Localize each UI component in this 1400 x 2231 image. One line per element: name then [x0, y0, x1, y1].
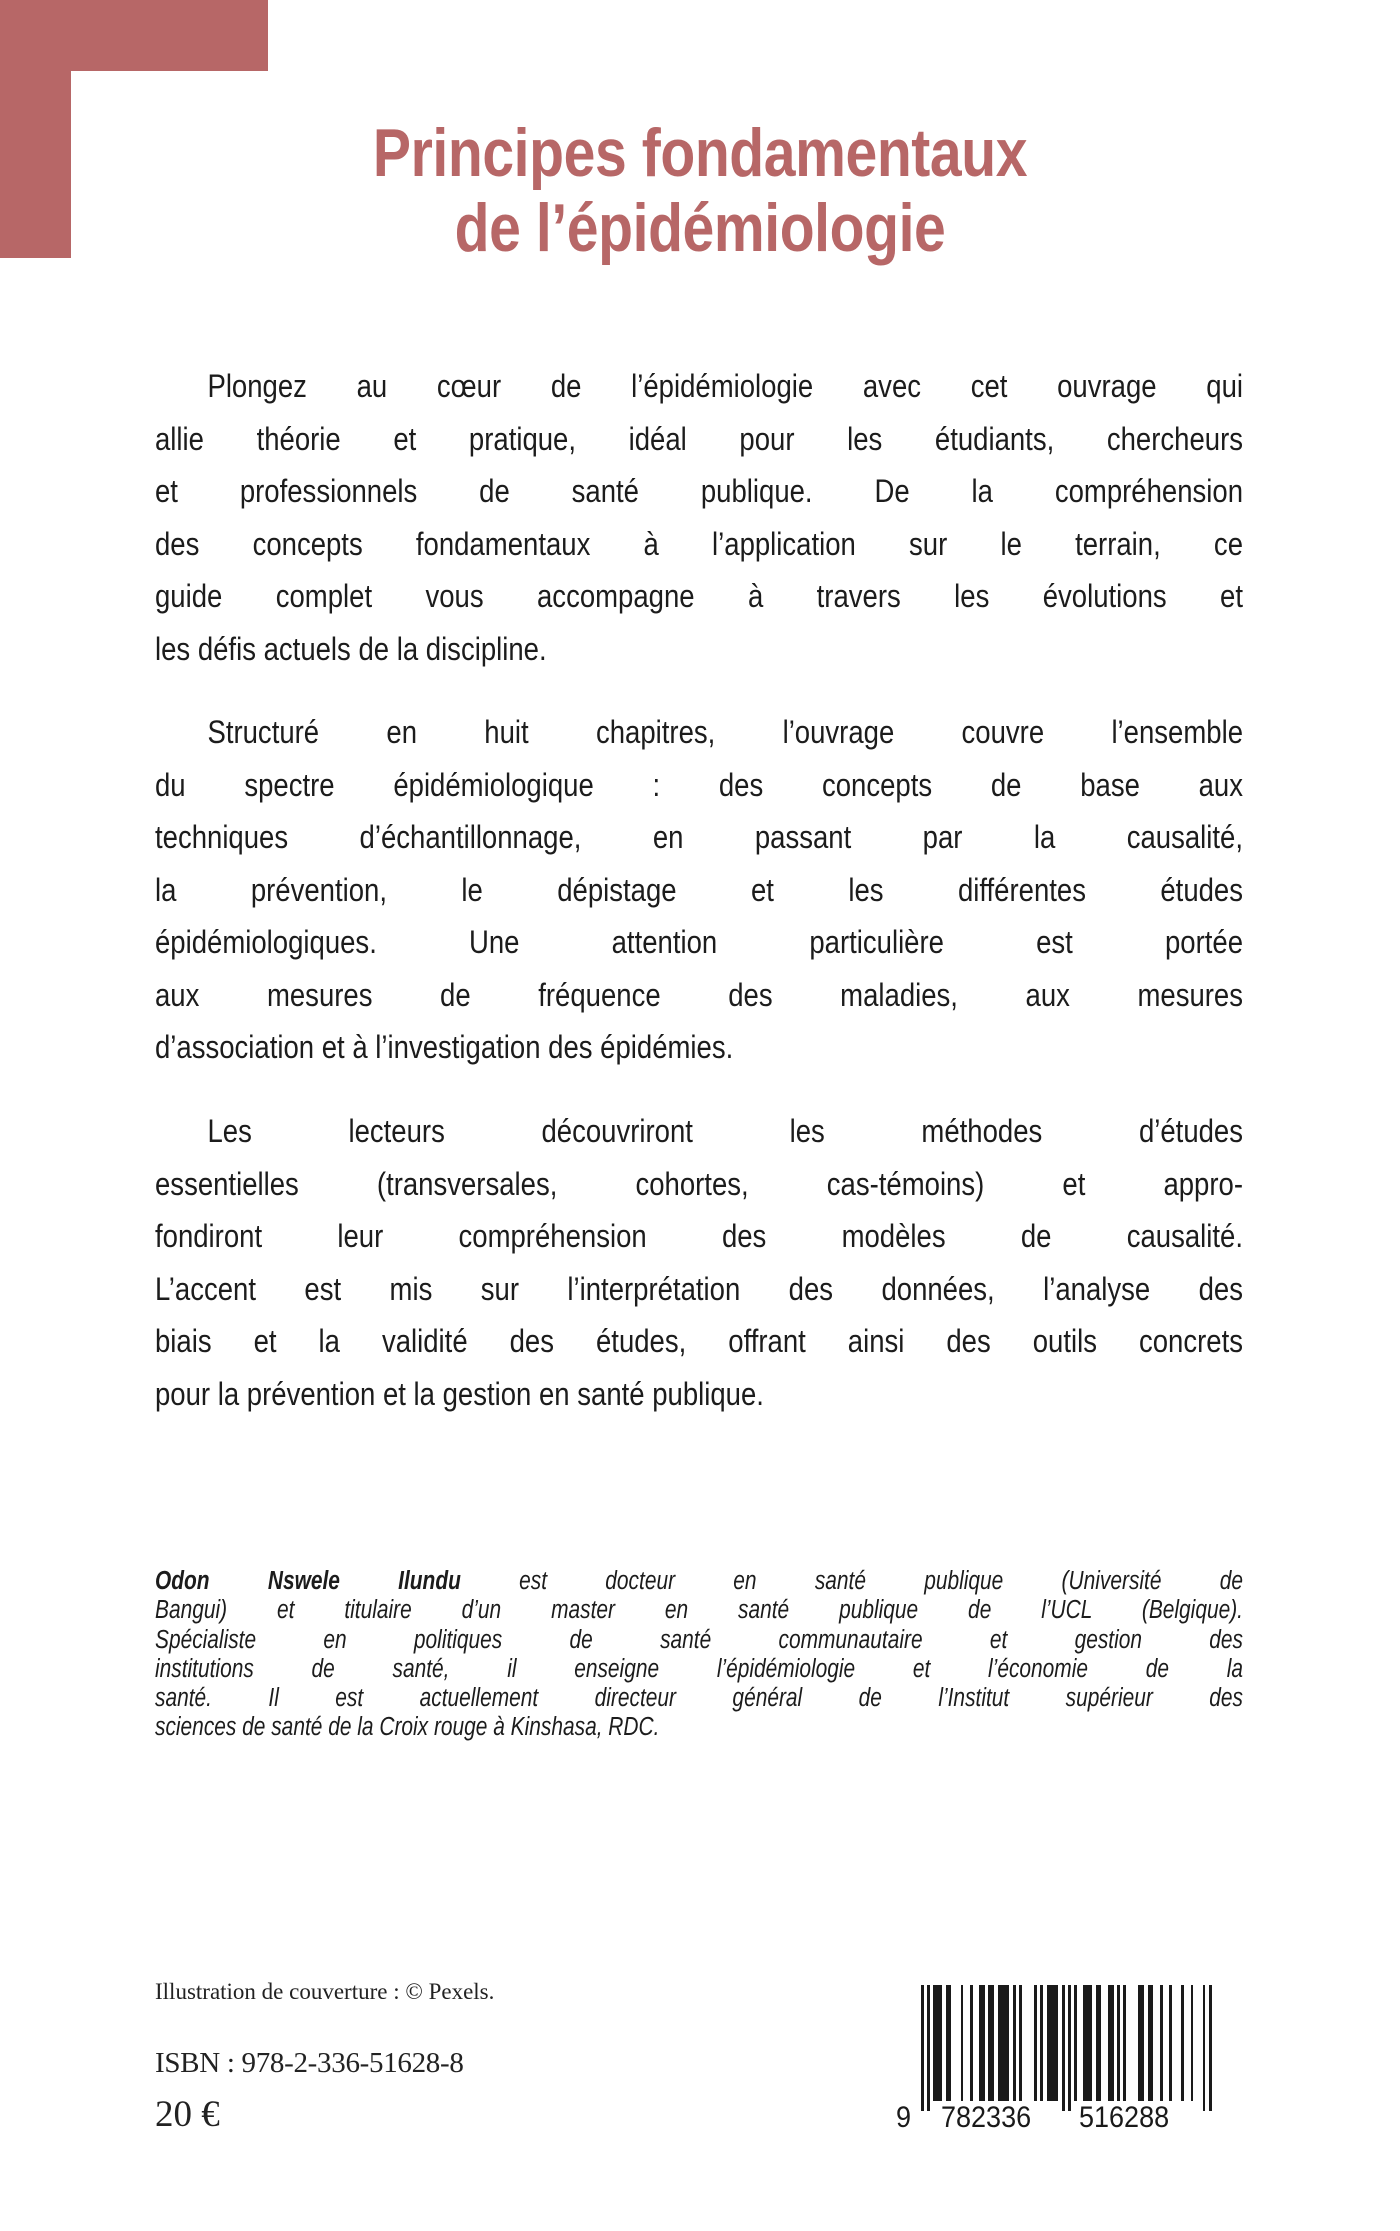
barcode-digit-group-3: 516288 — [1079, 2101, 1170, 2134]
text-line: Plongez au cœur de l’épidémiologie avec cet ouvrage qui — [207, 368, 1243, 404]
barcode-bar — [1013, 1985, 1016, 2101]
barcode-bar — [1047, 1985, 1059, 2101]
barcode-bar — [933, 1985, 942, 2101]
text-line: allie théorie et pratique, idéal pour les étudiants, chercheurs — [155, 420, 1243, 457]
text-line: fondiront leur compréhension des modèles de causalité. — [155, 1218, 1243, 1254]
text-line: techniques d’échantillonnage, en passant par la causalité, — [155, 819, 1243, 855]
bio-line: institutions de santé, il enseigne l’épidémiologie et l’économie de la — [155, 1654, 1243, 1683]
barcode-digits — [0, 2102, 1400, 2134]
title-line-1: Principes fondamentaux — [372, 115, 1028, 191]
isbn: ISBN : 978-2-336-51628-8 — [155, 2047, 464, 2079]
barcode-bar — [970, 1985, 973, 2101]
barcode-guard-bar — [1209, 1985, 1212, 2111]
barcode-bar — [1034, 1985, 1037, 2101]
barcode-guard-bar — [1062, 1985, 1065, 2111]
text-line: et professionnels de santé publique. De la compréhension — [155, 473, 1243, 509]
text-line: guide complet vous accompagne à travers les évolutions et — [155, 578, 1243, 614]
text-line: L’accent est mis sur l’interprétation des données, l’analyse des — [155, 1270, 1243, 1307]
barcode-digit-group-1: 9 — [896, 2101, 912, 2134]
barcode-bar — [988, 1985, 994, 2101]
bio-line — [155, 1567, 1243, 1596]
barcode-bar — [1138, 1985, 1144, 2101]
barcode-bar — [1040, 1985, 1043, 2101]
text-line: Les lecteurs découvriront les méthodes d’études — [207, 1113, 1243, 1149]
barcode-bar — [1117, 1985, 1120, 2101]
barcode-bar — [998, 1985, 1010, 2101]
text-line: d’association et à l’investigation des épidémies. — [155, 1029, 734, 1065]
author-name: Odon Nswele Ilundu — [155, 1567, 461, 1595]
barcode-bar — [1160, 1985, 1163, 2101]
barcode-bar — [1019, 1985, 1022, 2101]
barcode-guard-bar — [927, 1985, 930, 2111]
barcode-bar — [1083, 1985, 1092, 2101]
bio-text: est docteur en santé publique (Université de — [460, 1567, 1244, 1595]
text-line: aux mesures de fréquence des maladies, aux mesures — [155, 976, 1243, 1013]
bio-line: santé. Il est actuellement directeur général de l’Institut supérieur des — [155, 1684, 1243, 1713]
text-line: épidémiologiques. Une attention particulière est portée — [155, 924, 1243, 960]
barcode-guard-bar — [1068, 1985, 1071, 2111]
text-line: les défis actuels de la discipline. — [155, 630, 547, 667]
text-line: pour la prévention et la gestion en santé publique. — [155, 1375, 764, 1412]
ean13-barcode — [921, 1985, 1212, 2111]
bio-line: sciences de santé de la Croix rouge à Kinshasa, RDC. — [155, 1713, 660, 1742]
text-line: biais et la validité des études, offrant ainsi des outils concrets — [155, 1323, 1243, 1359]
blurb-paragraph-3 — [155, 1105, 1243, 1420]
author-bio — [155, 1567, 1243, 1743]
barcode-bar — [1108, 1985, 1114, 2101]
text-line: Structuré en huit chapitres, l’ouvrage couvre l’ensemble — [207, 714, 1243, 750]
barcode-bar — [1181, 1985, 1184, 2101]
barcode-bar — [1074, 1985, 1077, 2101]
barcode-bar — [1123, 1985, 1126, 2101]
barcode-bar — [1148, 1985, 1154, 2101]
blurb-paragraph-2 — [155, 706, 1243, 1074]
barcode-guard-bar — [1203, 1985, 1206, 2111]
barcode-bar — [946, 1985, 952, 2101]
price: 20 € — [155, 2094, 220, 2135]
illustration-credit: Illustration de couverture : © Pexels. — [155, 1979, 495, 2004]
barcode-bar — [1191, 1985, 1194, 2101]
barcode-bar — [979, 1985, 985, 2101]
bio-line: Spécialiste en politiques de santé communautaire et gestion des — [155, 1625, 1243, 1654]
text-line: essentielles (transversales, cohortes, cas-témoins) et appro- — [155, 1165, 1243, 1202]
text-line: la prévention, le dépistage et les différentes études — [155, 871, 1243, 908]
barcode-bar — [1169, 1985, 1172, 2101]
bio-line: Bangui) et titulaire d’un master en santé publique de l’UCL (Belgique). — [155, 1596, 1243, 1625]
blurb-paragraph-1 — [155, 360, 1243, 675]
barcode-digit-group-2: 782336 — [941, 2101, 1032, 2134]
text-line: du spectre épidémiologique : des concepts de base aux — [155, 766, 1243, 803]
text-line: des concepts fondamentaux à l’application sur le terrain, ce — [155, 525, 1243, 562]
barcode-guard-bar — [921, 1985, 924, 2111]
barcode-bar — [1096, 1985, 1102, 2101]
title-line-2: de l’épidémiologie — [454, 190, 946, 266]
book-title — [0, 116, 1400, 266]
barcode-bar — [961, 1985, 964, 2101]
